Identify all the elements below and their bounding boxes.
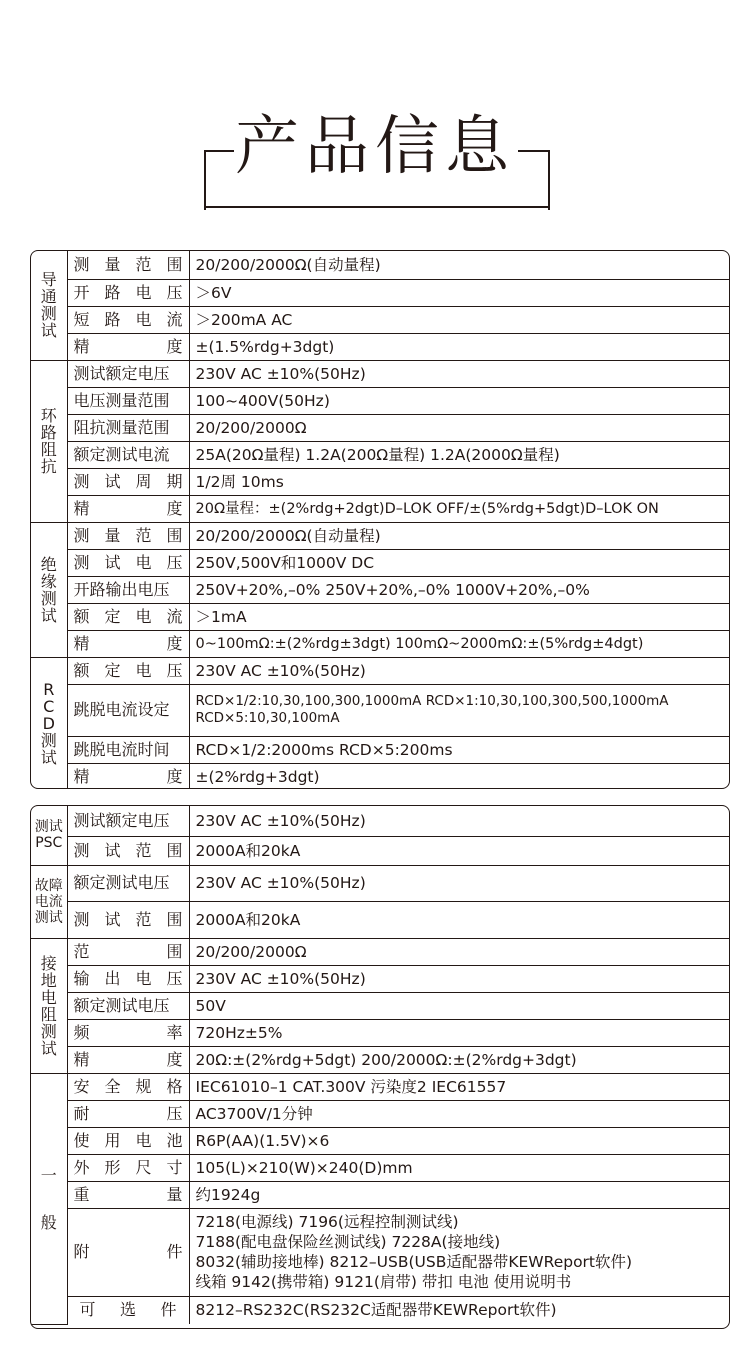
row-value: 1/2周 10ms bbox=[189, 468, 729, 495]
row-label: 精 度 bbox=[67, 495, 189, 522]
row-label: 跳脱电流时间 bbox=[67, 736, 189, 763]
row-value: 20/200/2000Ω bbox=[189, 938, 729, 965]
row-label: 额 定 电 压 bbox=[67, 657, 189, 684]
row-value: 720Hz±5% bbox=[189, 1019, 729, 1046]
row-label: 测 试 范 围 bbox=[67, 901, 189, 938]
table-row bbox=[31, 901, 729, 938]
row-value: 20Ω:±(2%rdg+5dgt) 200/2000Ω:±(2%rdg+3dgt) bbox=[189, 1046, 729, 1073]
row-label: 额定测试电流 bbox=[67, 441, 189, 468]
row-value: ±(1.5%rdg+3dgt) bbox=[189, 333, 729, 360]
accessory-line: 8032(辅助接地棒) 8212–USB(USB适配器带KEWReport软件) bbox=[195, 1253, 633, 1271]
table-row bbox=[31, 865, 729, 901]
row-value: 8212–RS232C(RS232C适配器带KEWReport软件) bbox=[189, 1296, 729, 1324]
row-label: 外 形 尺 寸 bbox=[67, 1154, 189, 1181]
row-label: 开路输出电压 bbox=[67, 576, 189, 603]
row-label: 额定测试电压 bbox=[67, 992, 189, 1019]
row-value: 250V,500V和1000V DC bbox=[189, 549, 729, 576]
table-row bbox=[31, 657, 729, 684]
table-row bbox=[31, 251, 729, 279]
row-label: 测试额定电压 bbox=[67, 806, 189, 836]
row-value: AC3700V/1分钟 bbox=[189, 1100, 729, 1127]
table-row bbox=[31, 1100, 729, 1127]
table-row bbox=[31, 306, 729, 333]
row-value: 230V AC ±10%(50Hz) bbox=[189, 865, 729, 901]
row-value bbox=[189, 684, 729, 736]
table-row bbox=[31, 684, 729, 736]
row-label: 额 定 电 流 bbox=[67, 603, 189, 630]
table-row bbox=[31, 279, 729, 306]
row-label: 开 路 电 压 bbox=[67, 279, 189, 306]
row-label: 跳脱电流设定 bbox=[67, 684, 189, 736]
row-value: 20/200/2000Ω(自动量程) bbox=[189, 251, 729, 279]
title-area bbox=[0, 0, 750, 240]
accessory-line: 7188(配电盘保险丝测试线) 7228A(接地线) bbox=[195, 1233, 501, 1251]
row-label: 测 量 范 围 bbox=[67, 522, 189, 549]
page-title: 产品信息 bbox=[235, 110, 515, 184]
row-value: 0~100mΩ:±(2%rdg±3dgt) 100mΩ~2000mΩ:±(5%rdg±4dgt) bbox=[189, 630, 729, 657]
row-value: RCD×1/2:2000ms RCD×5:200ms bbox=[189, 736, 729, 763]
row-value: 约1924g bbox=[189, 1181, 729, 1208]
table-row bbox=[31, 414, 729, 441]
row-label: 测 试 电 压 bbox=[67, 549, 189, 576]
row-value: 230V AC ±10%(50Hz) bbox=[189, 806, 729, 836]
row-label: 电压测量范围 bbox=[67, 387, 189, 414]
group-label-psc: 测试PSC bbox=[31, 806, 67, 865]
row-label: 额定测试电压 bbox=[67, 865, 189, 901]
row-label: 安 全 规 格 bbox=[67, 1073, 189, 1100]
row-value: ±(2%rdg+3dgt) bbox=[189, 763, 729, 789]
row-value: 230V AC ±10%(50Hz) bbox=[189, 657, 729, 684]
table-row bbox=[31, 603, 729, 630]
row-value: ＞1mA bbox=[189, 603, 729, 630]
row-value: 100~400V(50Hz) bbox=[189, 387, 729, 414]
group-label-fault-current: 故障电流测试 bbox=[31, 865, 67, 938]
table-row bbox=[31, 333, 729, 360]
table-row bbox=[31, 736, 729, 763]
spec-table-2 bbox=[30, 805, 730, 1329]
table-row bbox=[31, 1046, 729, 1073]
row-label: 精 度 bbox=[67, 333, 189, 360]
row-label: 测试额定电压 bbox=[67, 360, 189, 387]
row-value: 2000A和20kA bbox=[189, 836, 729, 865]
table-row bbox=[31, 576, 729, 603]
row-label: 阻抗测量范围 bbox=[67, 414, 189, 441]
row-label: 重 量 bbox=[67, 1181, 189, 1208]
row-label: 测 试 周 期 bbox=[67, 468, 189, 495]
table-row bbox=[31, 1181, 729, 1208]
row-value: 230V AC ±10%(50Hz) bbox=[189, 965, 729, 992]
title-bracket-bottom bbox=[204, 206, 550, 208]
row-label: 精 度 bbox=[67, 1046, 189, 1073]
row-value: 25A(20Ω量程) 1.2A(200Ω量程) 1.2A(2000Ω量程) bbox=[189, 441, 729, 468]
row-label: 输 出 电 压 bbox=[67, 965, 189, 992]
row-value: 230V AC ±10%(50Hz) bbox=[189, 360, 729, 387]
row-value: 250V+20%,–0% 250V+20%,–0% 1000V+20%,–0% bbox=[189, 576, 729, 603]
group-label-earth-resistance: 接 地 电 阻 测 试 bbox=[31, 938, 67, 1073]
row-label: 可 选 件 bbox=[67, 1296, 189, 1324]
accessory-line: 线箱 9142(携带箱) 9121(肩带) 带扣 电池 使用说明书 bbox=[195, 1273, 572, 1291]
spec-table-1 bbox=[30, 250, 730, 789]
group-label-rcd: R C D 测 试 bbox=[31, 657, 67, 789]
row-value: 20Ω量程：±(2%rdg+2dgt)D–LOK OFF/±(5%rdg+5dgt)D–LOK ON bbox=[189, 495, 729, 522]
table-row bbox=[31, 806, 729, 836]
table-row bbox=[31, 1208, 729, 1296]
group-label-general: 一 般 bbox=[31, 1073, 67, 1324]
row-label: 短 路 电 流 bbox=[67, 306, 189, 333]
table-row bbox=[31, 992, 729, 1019]
table-row bbox=[31, 1073, 729, 1100]
row-label: 精 度 bbox=[67, 630, 189, 657]
row-value: 50V bbox=[189, 992, 729, 1019]
row-value: 20/200/2000Ω(自动量程) bbox=[189, 522, 729, 549]
row-label: 附 件 bbox=[67, 1208, 189, 1296]
row-value: 2000A和20kA bbox=[189, 901, 729, 938]
row-value: ＞200mA AC bbox=[189, 306, 729, 333]
table-row bbox=[31, 965, 729, 992]
table-row bbox=[31, 495, 729, 522]
table-row bbox=[31, 836, 729, 865]
group-label-insulation: 绝 缘 测 试 bbox=[31, 522, 67, 657]
group-label-continuity: 导 通 测 试 bbox=[31, 251, 67, 360]
accessory-line: 7218(电源线) 7196(远程控制测试线) bbox=[195, 1213, 459, 1231]
table-row bbox=[31, 1296, 729, 1324]
row-label: 频 率 bbox=[67, 1019, 189, 1046]
table-row bbox=[31, 1019, 729, 1046]
table-row bbox=[31, 441, 729, 468]
row-label: 测 量 范 围 bbox=[67, 251, 189, 279]
table-row bbox=[31, 468, 729, 495]
table-row bbox=[31, 630, 729, 657]
table-row bbox=[31, 549, 729, 576]
row-label: 使 用 电 池 bbox=[67, 1127, 189, 1154]
table-row bbox=[31, 522, 729, 549]
table-row bbox=[31, 360, 729, 387]
row-label: 精 度 bbox=[67, 763, 189, 789]
row-label: 范 围 bbox=[67, 938, 189, 965]
group-label-loop-impedance: 环 路 阻 抗 bbox=[31, 360, 67, 522]
row-label: 测 试 范 围 bbox=[67, 836, 189, 865]
row-value: 105(L)×210(W)×240(D)mm bbox=[189, 1154, 729, 1181]
row-value bbox=[189, 1208, 729, 1296]
row-value-line: RCD×5:10,30,100mA bbox=[195, 710, 340, 726]
row-label: 耐 压 bbox=[67, 1100, 189, 1127]
table-row bbox=[31, 387, 729, 414]
table-row bbox=[31, 938, 729, 965]
table-row bbox=[31, 1127, 729, 1154]
row-value: 20/200/2000Ω bbox=[189, 414, 729, 441]
table-row bbox=[31, 1154, 729, 1181]
row-value: ＞6V bbox=[189, 279, 729, 306]
row-value: IEC61010–1 CAT.300V 污染度2 IEC61557 bbox=[189, 1073, 729, 1100]
row-value-line: RCD×1/2:10,30,100,300,1000mA RCD×1:10,30,100,300,500,1000mA bbox=[195, 693, 669, 709]
row-value: R6P(AA)(1.5V)×6 bbox=[189, 1127, 729, 1154]
table-row bbox=[31, 763, 729, 789]
